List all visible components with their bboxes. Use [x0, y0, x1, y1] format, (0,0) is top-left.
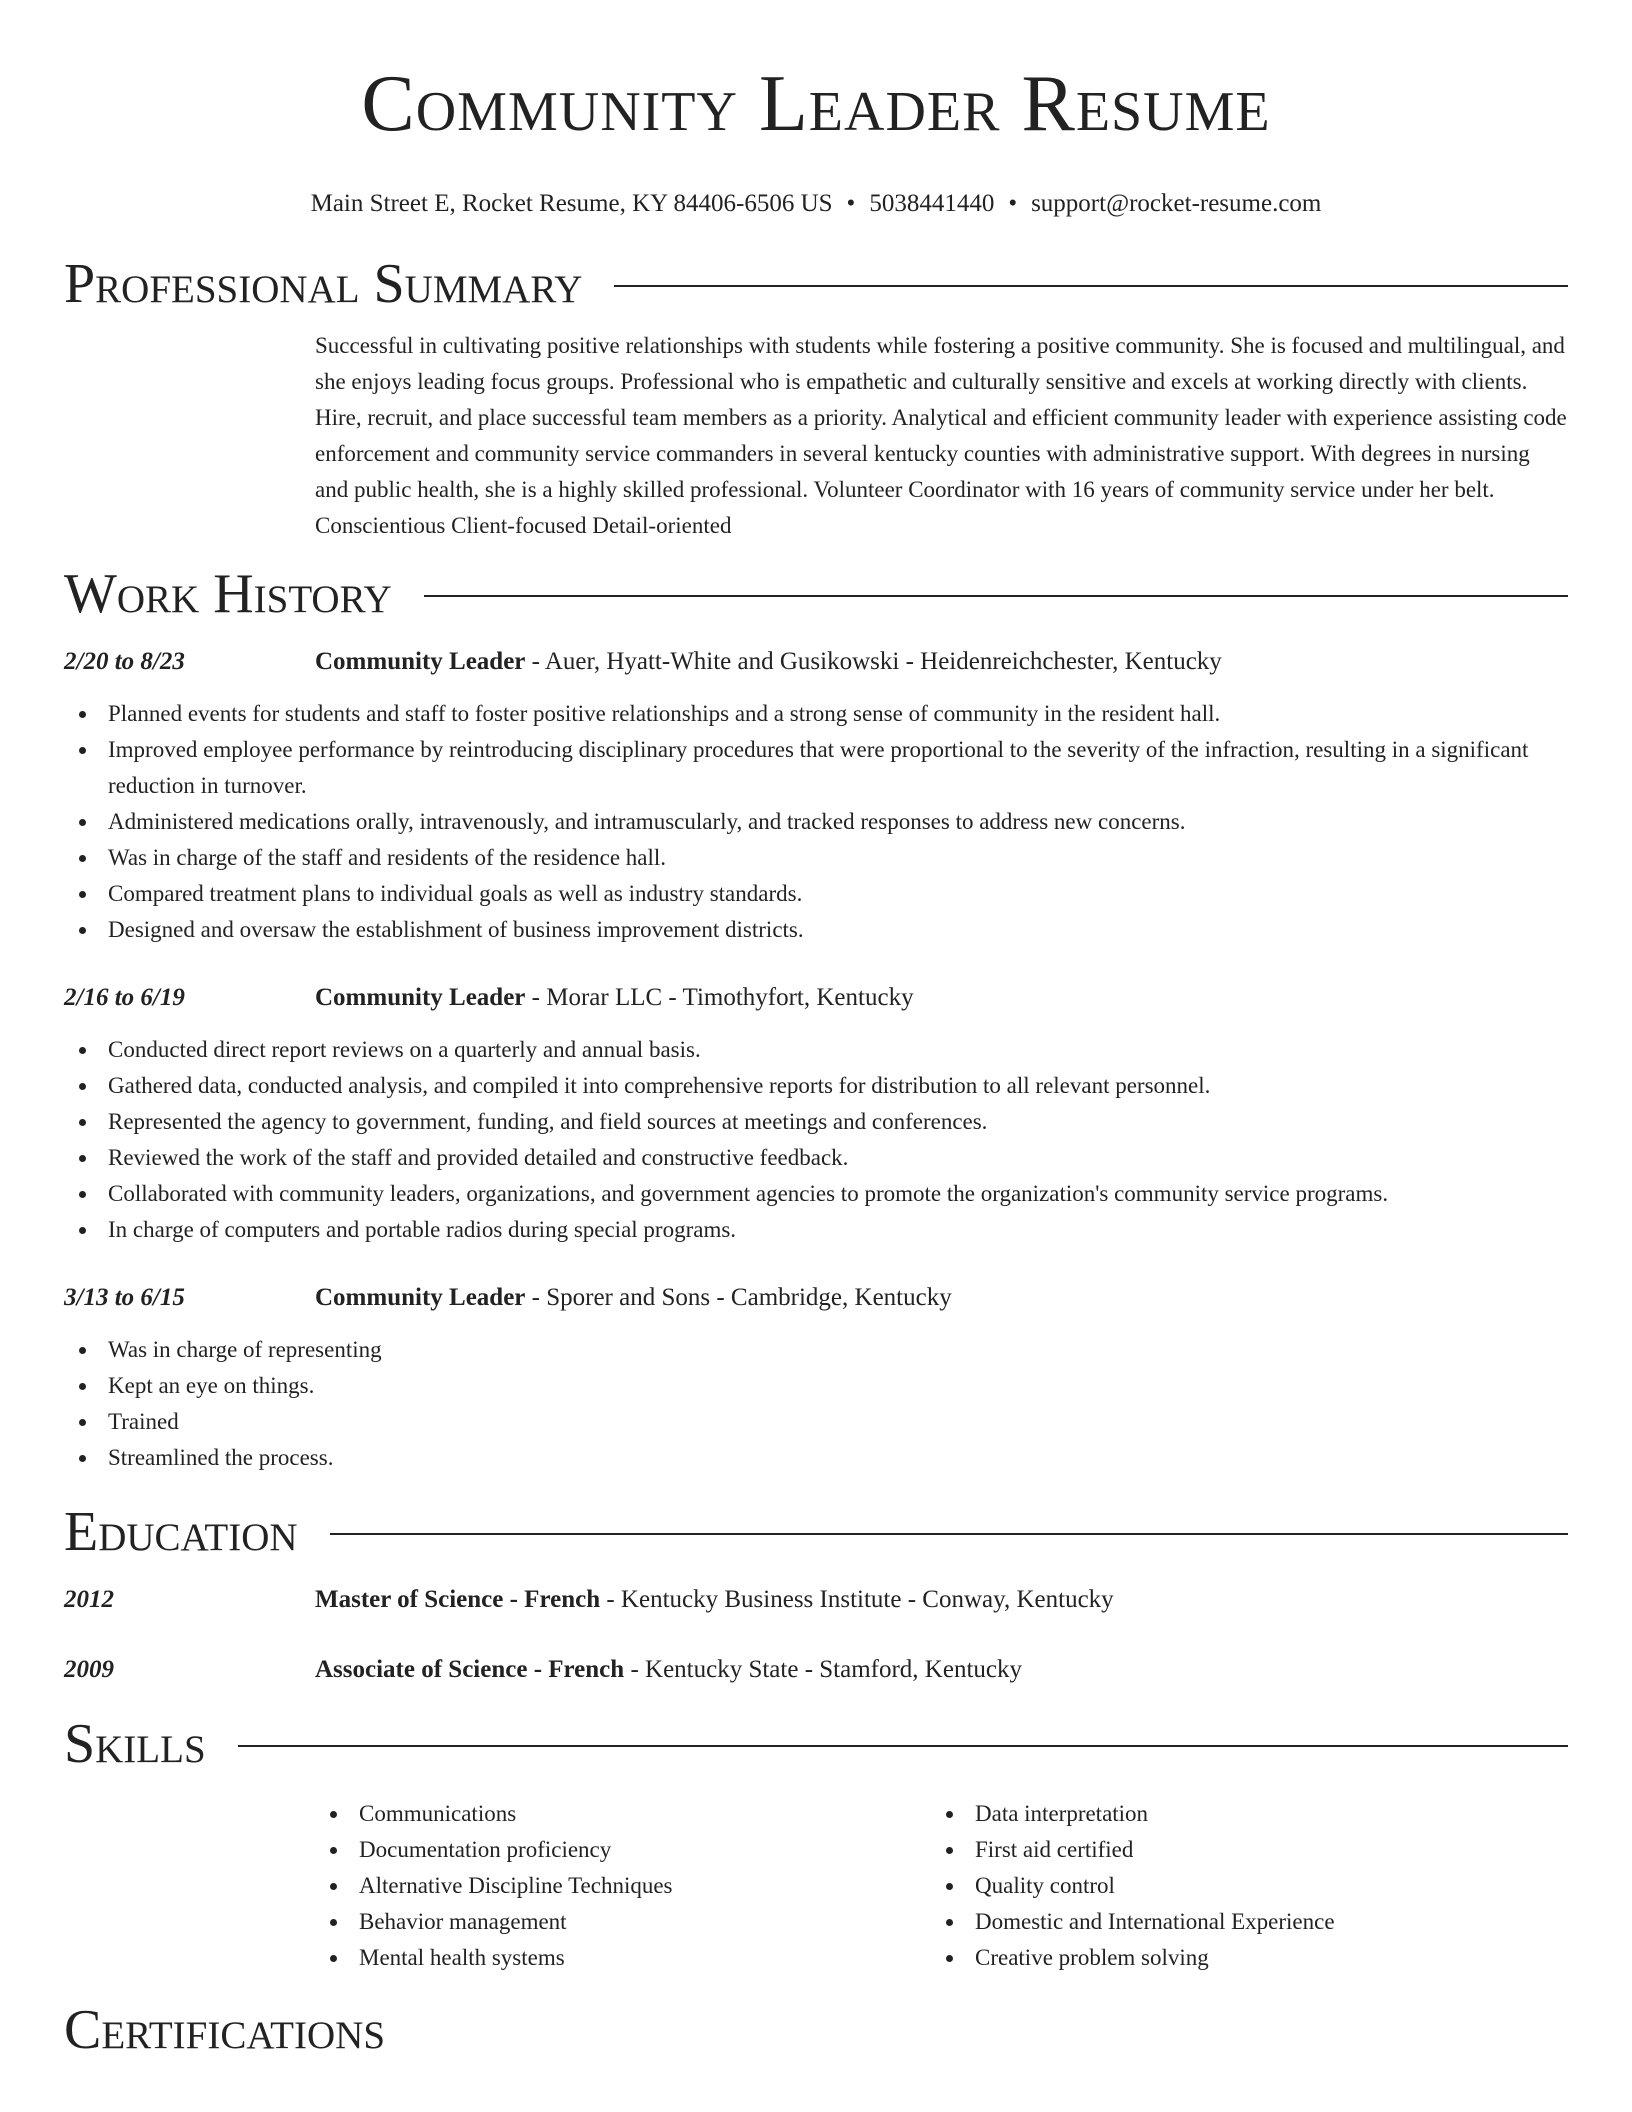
education-line	[315, 1652, 1022, 1688]
certifications-section-header	[64, 1998, 1568, 2062]
skills-list-left	[315, 1796, 931, 1976]
job-bullet: In charge of computers and portable radios during special programs.	[64, 1212, 1568, 1248]
job-bullet: Was in charge of the staff and residents of the residence hall.	[64, 840, 1568, 876]
contact-separator: •	[846, 190, 856, 217]
job-details: - Auer, Hyatt-White and Gusikowski - Heidenreichchester, Kentucky	[525, 648, 1222, 675]
contact-line	[64, 188, 1568, 220]
contact-email[interactable]: support@rocket-resume.com	[1031, 190, 1322, 217]
job-bullet: Improved employee performance by reintroducing disciplinary procedures that were proportional to the severity of the infraction, resulting in a significant reduction in turnover.	[64, 732, 1568, 804]
job-entry	[64, 980, 1568, 1248]
certifications-heading: Certifications	[64, 1999, 386, 2061]
contact-address: Main Street E, Rocket Resume, KY 84406-6506 US	[310, 190, 833, 217]
job-bullets	[64, 1032, 1568, 1248]
skills-section-header	[64, 1712, 1568, 1776]
education-year: 2009	[64, 1656, 114, 1683]
job-title: Community Leader	[315, 1284, 526, 1311]
job-bullets	[64, 1332, 1568, 1476]
job-bullet: Planned events for students and staff to foster positive relationships and a strong sense of community in the resident hall.	[64, 696, 1568, 732]
job-header	[64, 1280, 1568, 1316]
education-heading: Education	[64, 1501, 298, 1563]
section-divider	[330, 1533, 1568, 1535]
job-dates: 3/13 to 6/15	[64, 1284, 185, 1311]
education-degree: Master of Science - French	[315, 1586, 601, 1613]
job-title: Community Leader	[315, 984, 526, 1011]
skill-item: Creative problem solving	[931, 1940, 1547, 1976]
section-divider	[424, 595, 1568, 597]
job-bullet: Compared treatment plans to individual goals as well as industry standards.	[64, 876, 1568, 912]
skill-item: Documentation proficiency	[315, 1832, 931, 1868]
skill-item: First aid certified	[931, 1832, 1547, 1868]
skills-list-right	[931, 1796, 1547, 1976]
work-section-header	[64, 562, 1568, 626]
skill-item: Alternative Discipline Techniques	[315, 1868, 931, 1904]
job-dates: 2/16 to 6/19	[64, 984, 185, 1011]
resume-page	[64, 0, 1568, 2062]
education-details: - Kentucky State - Stamford, Kentucky	[624, 1656, 1023, 1683]
job-title-line	[315, 644, 1222, 680]
skills-heading: Skills	[64, 1713, 206, 1775]
job-bullet: Reviewed the work of the staff and provided detailed and constructive feedback.	[64, 1140, 1568, 1176]
skill-item: Quality control	[931, 1868, 1547, 1904]
education-entry	[64, 1582, 1568, 1618]
summary-heading: Professional Summary	[64, 253, 583, 315]
job-bullet: Collaborated with community leaders, organizations, and government agencies to promote the organization's community service programs.	[64, 1176, 1568, 1212]
education-details: - Kentucky Business Institute - Conway, Kentucky	[600, 1586, 1114, 1613]
job-bullet: Designed and oversaw the establishment of business improvement districts.	[64, 912, 1568, 948]
education-year: 2012	[64, 1586, 114, 1613]
skill-item: Behavior management	[315, 1904, 931, 1940]
summary-section-header	[64, 252, 1568, 316]
job-details: - Morar LLC - Timothyfort, Kentucky	[525, 984, 914, 1011]
education-line	[315, 1582, 1114, 1618]
job-bullets	[64, 696, 1568, 948]
education-entry	[64, 1652, 1568, 1688]
skill-item: Domestic and International Experience	[931, 1904, 1547, 1940]
contact-phone: 5038441440	[869, 190, 995, 217]
job-bullet: Streamlined the process.	[64, 1440, 1568, 1476]
education-degree: Associate of Science - French	[315, 1656, 625, 1683]
job-bullet: Kept an eye on things.	[64, 1368, 1568, 1404]
skill-item: Communications	[315, 1796, 931, 1832]
skill-item: Data interpretation	[931, 1796, 1547, 1832]
job-dates: 2/20 to 8/23	[64, 648, 185, 675]
education-section-header	[64, 1500, 1568, 1564]
section-divider	[614, 285, 1568, 287]
contact-separator: •	[1008, 190, 1018, 217]
skills-columns	[315, 1796, 1568, 1976]
section-divider	[238, 1745, 1568, 1747]
job-bullet: Administered medications orally, intravenously, and intramuscularly, and tracked responses to address new concerns.	[64, 804, 1568, 840]
job-bullet: Trained	[64, 1404, 1568, 1440]
job-entry	[64, 1280, 1568, 1476]
job-details: - Sporer and Sons - Cambridge, Kentucky	[525, 1284, 952, 1311]
job-header	[64, 980, 1568, 1016]
job-title-line	[315, 980, 914, 1016]
job-bullet: Was in charge of representing	[64, 1332, 1568, 1368]
job-entry	[64, 644, 1568, 948]
summary-text: Successful in cultivating positive relationships with students while fostering a positive community. She is focused and multilingual, and she enjoys leading focus groups. Professional who is empathetic and culturally sensitive and excels at working directly with clients. Hire, recruit, and place successful team members as a priority. Analytical and efficient community leader with experience assisting code enforcement and community service commanders in several kentucky counties with administrative support. With degrees in nursing and public health, she is a highly skilled professional. Volunteer Coordinator with 16 years of community service under her belt. Conscientious Client-focused Detail-oriented	[315, 333, 1567, 538]
job-title: Community Leader	[315, 648, 526, 675]
skill-item: Mental health systems	[315, 1940, 931, 1976]
job-bullet: Gathered data, conducted analysis, and compiled it into comprehensive reports for distribution to all relevant personnel.	[64, 1068, 1568, 1104]
job-header	[64, 644, 1568, 680]
resume-title: Community Leader Resume	[361, 60, 1271, 148]
job-title-line	[315, 1280, 952, 1316]
job-bullet: Represented the agency to government, funding, and field sources at meetings and conferences.	[64, 1104, 1568, 1140]
work-heading: Work History	[64, 563, 392, 625]
job-bullet: Conducted direct report reviews on a quarterly and annual basis.	[64, 1032, 1568, 1068]
